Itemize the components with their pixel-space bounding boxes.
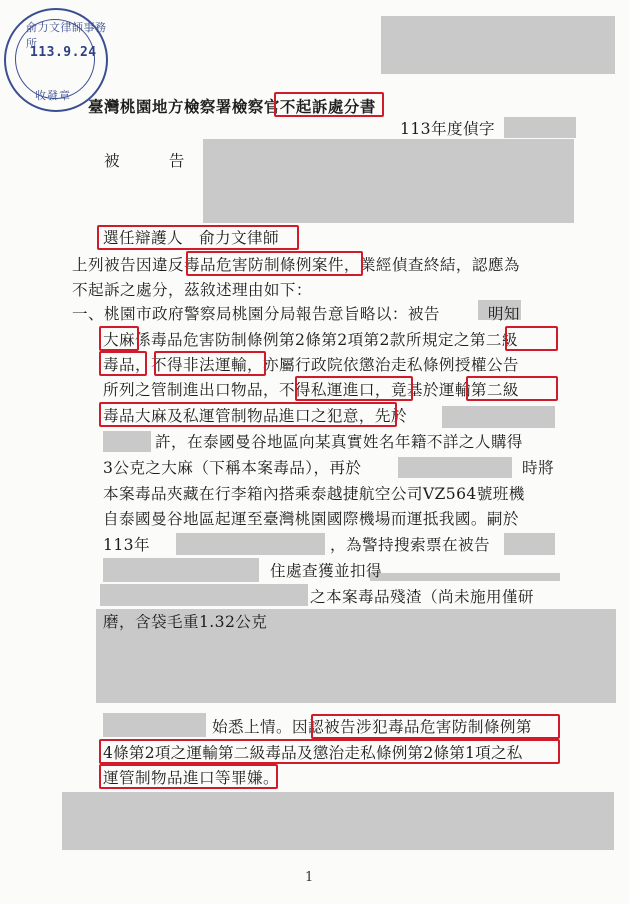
text-segment: 明知 — [487, 305, 520, 323]
text-segment: ，業經偵查終結，認應為 — [343, 256, 520, 274]
text-segment: ，先於 — [358, 407, 407, 425]
body-line-3 — [72, 304, 520, 324]
title-prefix: 臺灣桃園地方檢察署檢察官 — [88, 98, 280, 116]
body-line-10: 本案毒品夾藏在行李箱內搭乘泰越捷航空公司VZ564號班機 — [103, 485, 525, 503]
text-segment: 一、桃園市政府警察局桃園分局報告意旨略以：被告 — [72, 305, 440, 323]
body-line-15: 磨，含袋毛重1.32公克 — [103, 613, 268, 631]
highlight-charge-2 — [99, 739, 560, 764]
term-intent: 毒品大麻及私運管制物品進口之犯意 — [103, 407, 359, 425]
redaction-date-1 — [442, 406, 555, 428]
redaction-date-2 — [103, 431, 151, 452]
highlight-charge-1 — [311, 714, 560, 739]
term-charge-2: 4條第2項之運輸第二級毒品及懲治走私條例第2條第1項之私 — [103, 744, 523, 762]
stamp-firm-name: 俞力文律師事務所 — [26, 21, 107, 50]
body-line-4 — [103, 330, 518, 350]
highlight-drug — [99, 351, 147, 376]
redaction-name-3 — [103, 713, 206, 737]
text-segment: 係毒品危害防制條例第2條第2項第2款所規定之 — [135, 331, 470, 349]
highlight-no-transport — [154, 351, 266, 376]
body-line-2: 不起訴之處分，茲敘述理由如下： — [72, 281, 312, 299]
redaction-date-3 — [398, 457, 512, 478]
text-segment: 上列被告因違反 — [72, 256, 184, 274]
highlight-charge-3 — [99, 764, 278, 789]
highlight-case-name — [183, 251, 363, 276]
body-line-14: 之本案毒品殘渣（尚未施用僅研 — [310, 588, 534, 606]
defendant-label: 被 告 — [104, 152, 191, 170]
highlight-cannabis — [99, 326, 139, 351]
text-segment: 始悉上情。因 — [212, 718, 308, 736]
term-no-smuggling: 不得私運進口 — [278, 381, 375, 399]
term-charge: 認被告涉犯毒品危害防制條例第 — [307, 718, 532, 736]
term-cannabis: 大麻 — [103, 331, 135, 349]
text-segment: 。 — [262, 769, 279, 787]
redaction-seized-item-2 — [100, 584, 308, 606]
text-segment: ，竟基於 — [374, 381, 439, 399]
highlight-transport-schedule-two — [466, 376, 558, 401]
body-line-13: 住處查獲並扣得 — [270, 562, 382, 580]
highlight-title — [274, 92, 384, 117]
highlight-defender — [97, 225, 299, 250]
text-segment: 113年 — [103, 536, 150, 554]
term-transport-schedule-two: 運輸第二級 — [438, 381, 519, 399]
case-name: 毒品危害防制條例案件 — [183, 256, 344, 274]
term-schedule-two: 第二級 — [469, 331, 518, 349]
text-segment: 3公克之大麻（下稱本案毒品），再於 — [103, 459, 362, 477]
highlight-no-smuggling — [295, 376, 413, 401]
text-segment: 所列之管制進出口物品， — [103, 381, 279, 399]
body-line-8 — [155, 432, 523, 452]
body-line-12-b: ，為警持搜索票在被告 — [330, 536, 490, 554]
case-number: 113年度偵字 — [400, 120, 495, 138]
redaction-defendant-name-2 — [504, 533, 555, 555]
text-segment: ， — [135, 356, 151, 374]
body-line-9 — [103, 458, 361, 478]
redaction-bottom-block — [62, 792, 614, 850]
redaction-address — [103, 558, 259, 582]
highlight-schedule-two — [505, 326, 558, 351]
defender-line: 選任辯護人 俞力文律師 — [103, 229, 279, 247]
redaction-date-4 — [176, 533, 325, 555]
text-segment: ，亦屬行政院依懲治走私條例授權公告 — [246, 356, 519, 374]
title-highlight: 不起訴處分書 — [279, 98, 376, 116]
redaction-seized-item — [370, 573, 560, 581]
body-line-9-end: 時將 — [522, 459, 554, 477]
body-line-12 — [103, 535, 150, 555]
term-charge-3: 運管制物品進口等罪嫌 — [103, 769, 263, 787]
stamp-receipt-label: 收發章 — [35, 89, 71, 102]
term-no-transport: 不得非法運輸 — [151, 356, 247, 374]
highlight-intent — [99, 402, 397, 427]
redaction-top-right — [381, 16, 615, 74]
stamp-date: 113.9.24 — [30, 45, 97, 60]
term-drug: 毒品 — [103, 356, 135, 374]
page-number: 1 — [305, 870, 314, 885]
text-segment: 許，在泰國曼谷地區向某真實姓名年籍不詳之人購得 — [155, 433, 523, 451]
body-line-11: 自泰國曼谷地區起運至臺灣桃園國際機場而運抵我國。嗣於 — [103, 510, 519, 528]
redaction-defendant-info — [203, 139, 574, 223]
redaction-case-no — [504, 117, 576, 138]
